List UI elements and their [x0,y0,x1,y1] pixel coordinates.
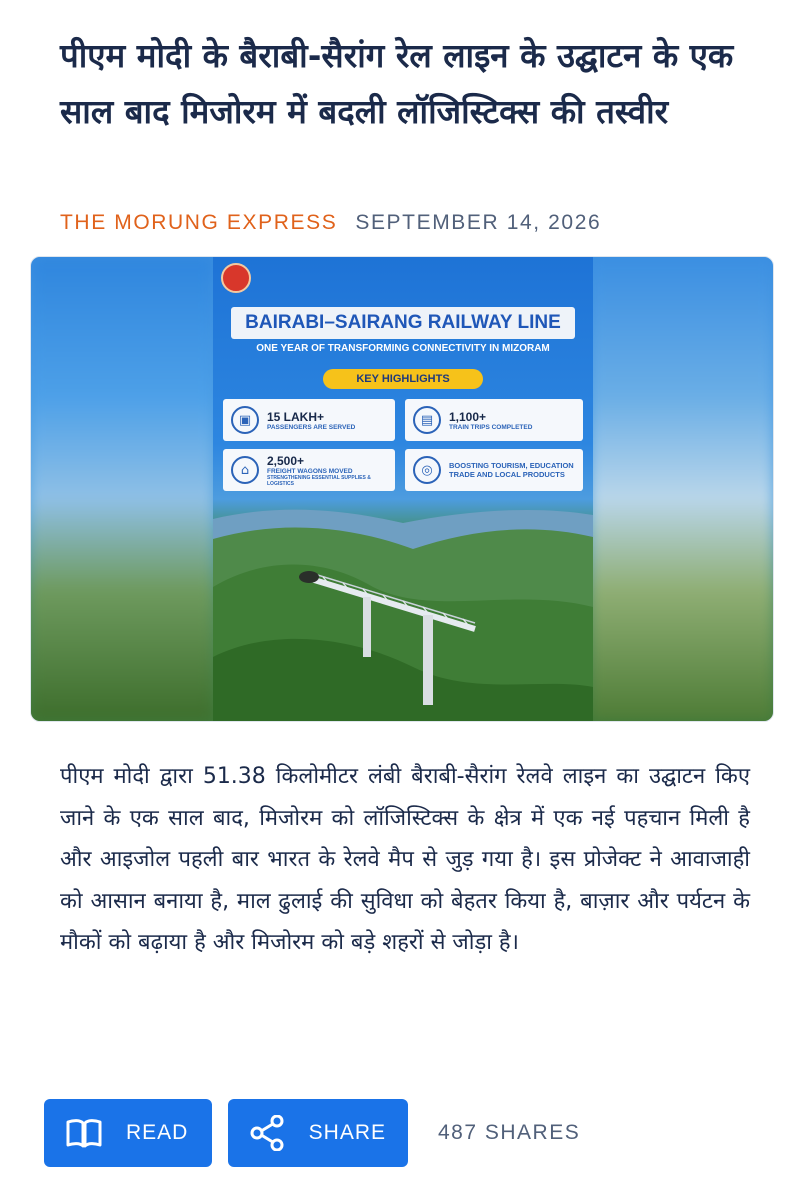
stat-freight [223,449,395,491]
globe-icon: ◎ [413,456,441,484]
publish-date: SEPTEMBER 14, 2026 [355,211,602,234]
article-image[interactable] [30,256,774,722]
key-highlights-badge: KEY HIGHLIGHTS [323,369,483,389]
book-open-icon [66,1115,102,1151]
stat-value: 2,500+ [267,453,305,468]
article-meta [60,206,601,240]
share-button-label: SHARE [308,1121,386,1144]
stat-train-trips [405,399,583,441]
train-front-icon: ▣ [231,406,259,434]
article-body: पीएम मोदी द्वारा 51.38 किलोमीटर लंबी बैराबी-सैरांग रेलवे लाइन का उद्घाटन किए जाने के एक साल बाद, मिजोरम को लॉजिस्टिक्स के क्षेत्र में एक नई पहचान मिली है और आइजोल पहली बार भारत के रेलवे मैप से जुड़ गया है। इस प्रोजेक्ट ने आवाजाही को आसान बनाया है, माल ढुलाई की सुविधा को बेहतर किया है, बाज़ार और पर्यटन के मौकों को बढ़ाया है और मिजोरम को बड़े शहरों से जोड़ा है। [60,764,750,955]
warehouse-icon: ⌂ [231,456,259,484]
stat-value: 1,100+ [449,409,487,424]
action-bar [44,1099,580,1167]
stat-passengers [223,399,395,441]
source-link[interactable]: THE MORUNG EXPRESS [60,211,338,234]
share-button[interactable] [228,1099,408,1167]
image-blur-left [31,257,213,721]
stat-value: 15 LAKH+ [267,409,325,424]
poster-title: BAIRABI–SAIRANG RAILWAY LINE [231,307,575,339]
train-side-icon: ▤ [413,406,441,434]
railway-logo-icon [221,263,251,293]
share-count: 487 SHARES [438,1121,581,1144]
share-icon [250,1115,285,1151]
image-blur-right [591,257,773,721]
stat-tourism [405,449,583,491]
poster-subtitle: ONE YEAR OF TRANSFORMING CONNECTIVITY IN MIZORAM [256,343,550,354]
stat-note: STRENGTHENING ESSENTIAL SUPPLIES & LOGISTICS [267,474,371,487]
article-headline: पीएम मोदी के बैराबी-सैरांग रेल लाइन के उद्घाटन के एक साल बाद मिजोरम में बदली लॉजिस्टिक्स की तस्वीर [60,36,734,131]
stat-label: FREIGHT WAGONS MOVED [267,467,353,475]
stat-label: PASSENGERS ARE SERVED [267,423,356,431]
stat-label: BOOSTING TOURISM, EDUCATION TRADE AND LOCAL PRODUCTS [449,461,574,479]
read-button[interactable] [44,1099,212,1167]
stat-label: TRAIN TRIPS COMPLETED [449,423,533,431]
infographic-poster [213,257,593,722]
read-button-label: READ [126,1121,189,1144]
